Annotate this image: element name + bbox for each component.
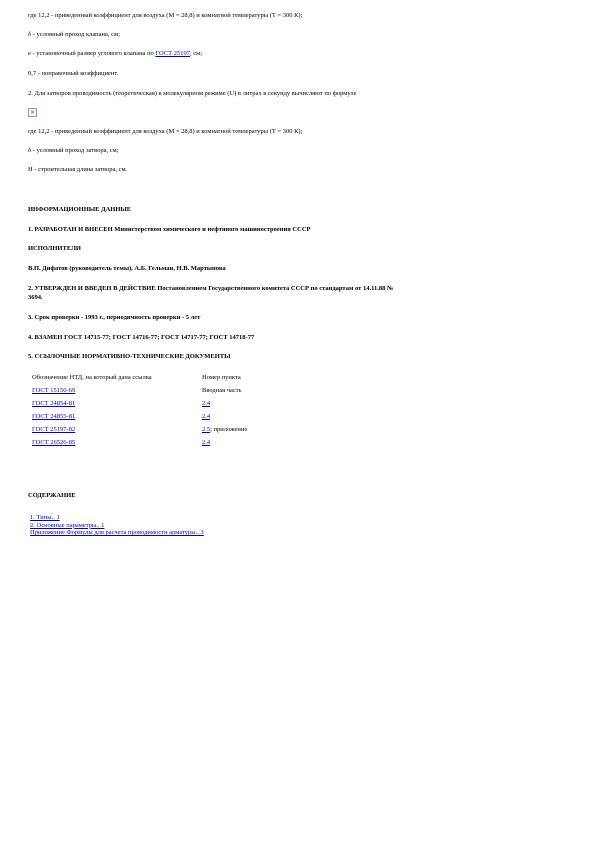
- ref-doc-link[interactable]: ГОСТ 24855-81: [32, 413, 76, 420]
- definition-gate-length: H - строительная длина затвора, см.: [28, 166, 128, 173]
- info-approved-line2: 3694.: [28, 294, 43, 301]
- definition-valve-bore: δ - условный проход клапана, см;: [28, 31, 120, 38]
- toc-item-parameters[interactable]: 2. Основные параметры.. 1: [30, 521, 105, 529]
- info-approved-line1: 2. УТВЕРЖДЕН И ВВЕДЕН В ДЕЙСТВИЕ Постановлением Государственного комитета СССР по стандартам от 14.11.88 №: [28, 285, 394, 292]
- table-header-row: [28, 371, 251, 384]
- toc-item-types[interactable]: 1. Типы.. 1: [30, 514, 60, 521]
- toc-item-appendix[interactable]: Приложение Формулы для расчета проводимости арматуры.. 3: [30, 529, 204, 536]
- table-row: [28, 384, 251, 397]
- ref-doc-link[interactable]: ГОСТ 25197-82: [32, 426, 76, 433]
- table-row: [28, 423, 251, 436]
- correction-coefficient: 0,7 - поправочный коэффициент.: [28, 70, 119, 77]
- formula-note-air-valve: где 12,2 - приведенный коэффициент для воздуха (M = 28,8) и комнатной температуры (T = 300 К);: [28, 12, 303, 19]
- toc-heading: СОДЕРЖАНИЕ: [28, 492, 76, 499]
- ref-point-link[interactable]: 2.4: [202, 439, 211, 446]
- definition-angle-valve: [28, 50, 202, 58]
- definition-angle-valve-text: e - установочный размер углового клапана по: [28, 50, 156, 57]
- ref-point-link[interactable]: 2.4: [202, 413, 211, 420]
- gost-25197-link[interactable]: ГОСТ 25197: [155, 50, 190, 57]
- table-row: [28, 397, 251, 410]
- table-row: [28, 410, 251, 423]
- formula-note-air-gate: где 12,2 - приведенный коэффициент для воздуха (M = 28,8) и комнатной температуры (T = 300 К);: [28, 128, 303, 135]
- gate-conductance-paragraph: 2. Для затворов проводимость (теоретическая) в молекулярном режиме (U) в литрах в секунду вычисляют по формуле: [28, 90, 357, 97]
- ref-point: Вводная часть: [202, 387, 242, 394]
- definition-gate-bore: δ - условный проход затвора, см;: [28, 147, 119, 154]
- ref-doc-link[interactable]: ГОСТ 26526-85: [32, 439, 76, 446]
- references-table: [28, 371, 251, 449]
- info-references-heading: 5. ССЫЛОЧНЫЕ НОРМАТИВНО-ТЕХНИЧЕСКИЕ ДОКУМЕНТЫ: [28, 353, 231, 360]
- table-of-contents: [30, 514, 204, 537]
- ref-doc-link[interactable]: ГОСТ 15150-69: [32, 387, 76, 394]
- info-heading: ИНФОРМАЦИОННЫЕ ДАННЫЕ: [28, 206, 132, 213]
- broken-image-icon: ×: [29, 109, 36, 116]
- ref-point-suffix: ; приложение: [210, 426, 248, 433]
- performers-list: В.П. Дифатов (руководитель темы), А.Б. Гельман, Н.В. Мартынова: [28, 265, 226, 272]
- performers-heading: ИСПОЛНИТЕЛИ: [28, 245, 81, 252]
- definition-angle-valve-unit: , см;: [189, 50, 203, 57]
- ref-point-link[interactable]: 2.4: [202, 400, 211, 407]
- ref-point-link[interactable]: 2.5: [202, 426, 211, 433]
- table-row: [28, 436, 251, 449]
- info-developed-by: 1. РАЗРАБОТАН И ВНЕСЕН Министерством химического и нефтяного машиностроения СССР: [28, 226, 311, 233]
- table-header-doc: Обозначение НТД, на который дана ссылка: [32, 374, 152, 381]
- info-review-period: 3. Срок проверки - 1993 г., периодичность проверки - 5 лет: [28, 314, 201, 321]
- info-replaces: 4. ВЗАМЕН ГОСТ 14715-77; ГОСТ 14716-77; ГОСТ 14717-77; ГОСТ 14718-77: [28, 334, 255, 341]
- table-header-point: Номер пункта: [202, 374, 241, 381]
- ref-doc-link[interactable]: ГОСТ 24854-81: [32, 400, 76, 407]
